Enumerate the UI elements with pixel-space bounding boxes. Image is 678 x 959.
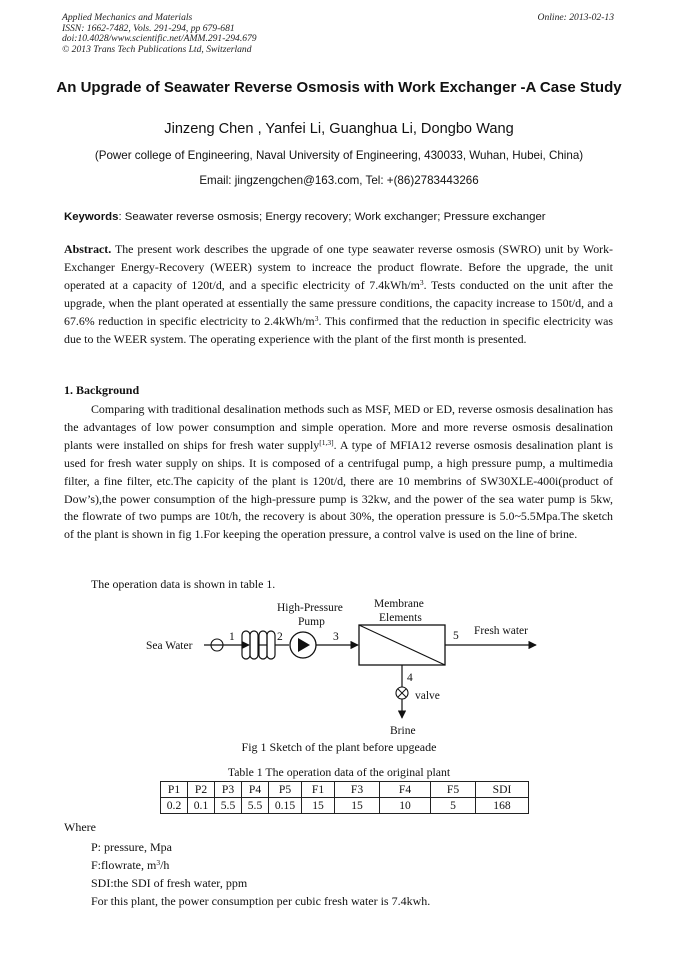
point-2: 2 xyxy=(277,631,283,643)
table-caption: Table 1 The operation data of the original plant xyxy=(227,765,451,779)
table-header-cell: F3 xyxy=(335,782,380,798)
table-header-cell: P5 xyxy=(269,782,302,798)
abstract-sup-1: 3 xyxy=(419,277,424,287)
table-header-cell: P1 xyxy=(161,782,188,798)
abstract-text-1: The present work describes the upgrade of one type seawater reverse osmosis (SWRO) unit by Work-Exchanger Energy-Recovery (WEER) system to increace the product flowrate. Before the upgrade, the unit operated at a capacity of 120t/d, and a specific electricity of 7.4kWh/m xyxy=(64,242,613,292)
table-header-cell: SDI xyxy=(476,782,529,798)
table-cell: 5 xyxy=(431,798,476,814)
doi-line: doi:10.4028/www.scientific.net/AMM.291-294.679 xyxy=(62,33,257,45)
table-header-cell: F4 xyxy=(380,782,431,798)
point-3: 3 xyxy=(333,631,339,643)
copyright-line: © 2013 Trans Tech Publications Ltd, Switzerland xyxy=(62,43,252,55)
abstract-label: Abstract. xyxy=(64,242,112,256)
citation: [1,3] xyxy=(319,437,334,447)
paper-title: An Upgrade of Seawater Reverse Osmosis with Work Exchanger -A Case Study xyxy=(56,79,622,96)
valve-label: valve xyxy=(415,690,440,702)
flowrate-definition xyxy=(91,856,430,874)
figure-caption: Fig 1 Sketch of the plant before upgeade xyxy=(241,740,437,754)
table-header-cell: P4 xyxy=(242,782,269,798)
sea-water-label: Sea Water xyxy=(146,640,193,652)
table-header-cell: P3 xyxy=(215,782,242,798)
table-row xyxy=(161,798,529,814)
table-cell: 15 xyxy=(302,798,335,814)
table-header-row xyxy=(161,782,529,798)
membrane-elements xyxy=(359,625,445,665)
abstract-text-2: . Tests conducted on the unit after the upgrade, when the plant operated at essentially the same pressure conditions, the capacity increase to 150t/d, and a 67.6% reduction in specific electricity to 2.4kWh/m xyxy=(64,277,613,328)
table-cell: 0.15 xyxy=(269,798,302,814)
flowrate-sup: 3 xyxy=(156,858,161,867)
operation-data-table xyxy=(160,781,529,814)
control-valve xyxy=(396,687,408,699)
issn-line: ISSN: 1662-7482, Vols. 291-294, pp 679-681 xyxy=(62,22,235,34)
pump-label-line-2: Pump xyxy=(298,616,325,628)
table-cell: 5.5 xyxy=(242,798,269,814)
journal-header xyxy=(62,13,257,55)
plant-sketch-figure xyxy=(140,594,540,740)
table-header-cell: F1 xyxy=(302,782,335,798)
brine-label: Brine xyxy=(390,725,416,737)
table-cell: 15 xyxy=(335,798,380,814)
flowrate-unit: /h xyxy=(160,858,170,872)
table-cell: 0.2 xyxy=(161,798,188,814)
section-heading: 1. Background xyxy=(64,383,140,397)
abstract-text-3: . This confirmed that the reduction in specific electricity was due to the WEER system. The operating experience with the plant of the first month is presented. xyxy=(64,313,613,346)
where-label: Where xyxy=(64,820,96,834)
sdi-definition: SDI:the SDI of fresh water, ppm xyxy=(91,876,248,890)
point-4: 4 xyxy=(407,672,413,684)
abstract xyxy=(64,241,613,348)
point-1: 1 xyxy=(229,631,235,643)
keywords-text: : Seawater reverse osmosis; Energy recovery; Work exchanger; Pressure exchanger xyxy=(118,211,546,223)
table-header-cell: P2 xyxy=(188,782,215,798)
high-pressure-pump xyxy=(290,632,316,658)
table-cell: 10 xyxy=(380,798,431,814)
background-text-1: Comparing with traditional desalination methods such as MSF, MED or ED, reverse osmosis desalination has the advantages of low power consumption and simple operation. More and more reverse osmosis desalination plants were installed on ships for fresh water supply xyxy=(64,402,613,452)
online-date: Online: 2013-02-13 xyxy=(537,12,614,23)
pressure-definition: P: pressure, Mpa xyxy=(91,840,172,854)
operation-data-line: The operation data is shown in table 1. xyxy=(91,577,276,591)
membrane-label-line-1: Membrane xyxy=(374,598,424,610)
journal-name: Applied Mechanics and Materials xyxy=(62,12,193,23)
abstract-sup-2: 3 xyxy=(314,313,319,323)
table-cell: 5.5 xyxy=(215,798,242,814)
table-header-cell: F5 xyxy=(431,782,476,798)
table-cell: 0.1 xyxy=(188,798,215,814)
point-5: 5 xyxy=(453,630,459,642)
membrane-label-line-2: Elements xyxy=(379,612,422,624)
background-paragraph xyxy=(64,401,613,544)
affiliation: (Power college of Engineering, Naval University of Engineering, 430033, Wuhan, Hubei, China) xyxy=(94,149,584,162)
keywords xyxy=(64,211,618,223)
flowrate-text: F:flowrate, m xyxy=(91,858,157,872)
author-list: Jinzeng Chen , Yanfei Li, Guanghua Li, Dongbo Wang xyxy=(164,121,514,137)
definitions xyxy=(91,838,430,910)
background-text-2: . A type of MFIA12 reverse osmosis desalination plant is used for fresh water supply on ships. It is composed of a centrifugal pump, a high pressure pump, a multimedia filter, a fine filter, etc.The capicity of the plant is 120t/d, there are 10 membrins of SW30XLE-400i(product of Dow’s),the power consumption of the high-pressure pump is 32kw, and the power of the sea water pump is 5kw, the flowrate of two pumps are 10t/h, the recovery is about 30%, the operation pressure is 5.0~5.5Mpa.The sketch of the plant is shown in fig 1.For keeping the operation pressure, a control valve is used on the line of brine. xyxy=(64,437,613,542)
power-consumption-line: For this plant, the power consumption per cubic fresh water is 7.4kwh. xyxy=(91,894,431,908)
keywords-label: Keywords xyxy=(64,211,119,223)
fresh-water-label: Fresh water xyxy=(474,625,528,637)
contact-line: Email: jingzengchen@163.com, Tel: +(86)2783443266 xyxy=(199,174,479,187)
table-cell: 168 xyxy=(476,798,529,814)
pump-label-line-1: High-Pressure xyxy=(277,602,343,614)
